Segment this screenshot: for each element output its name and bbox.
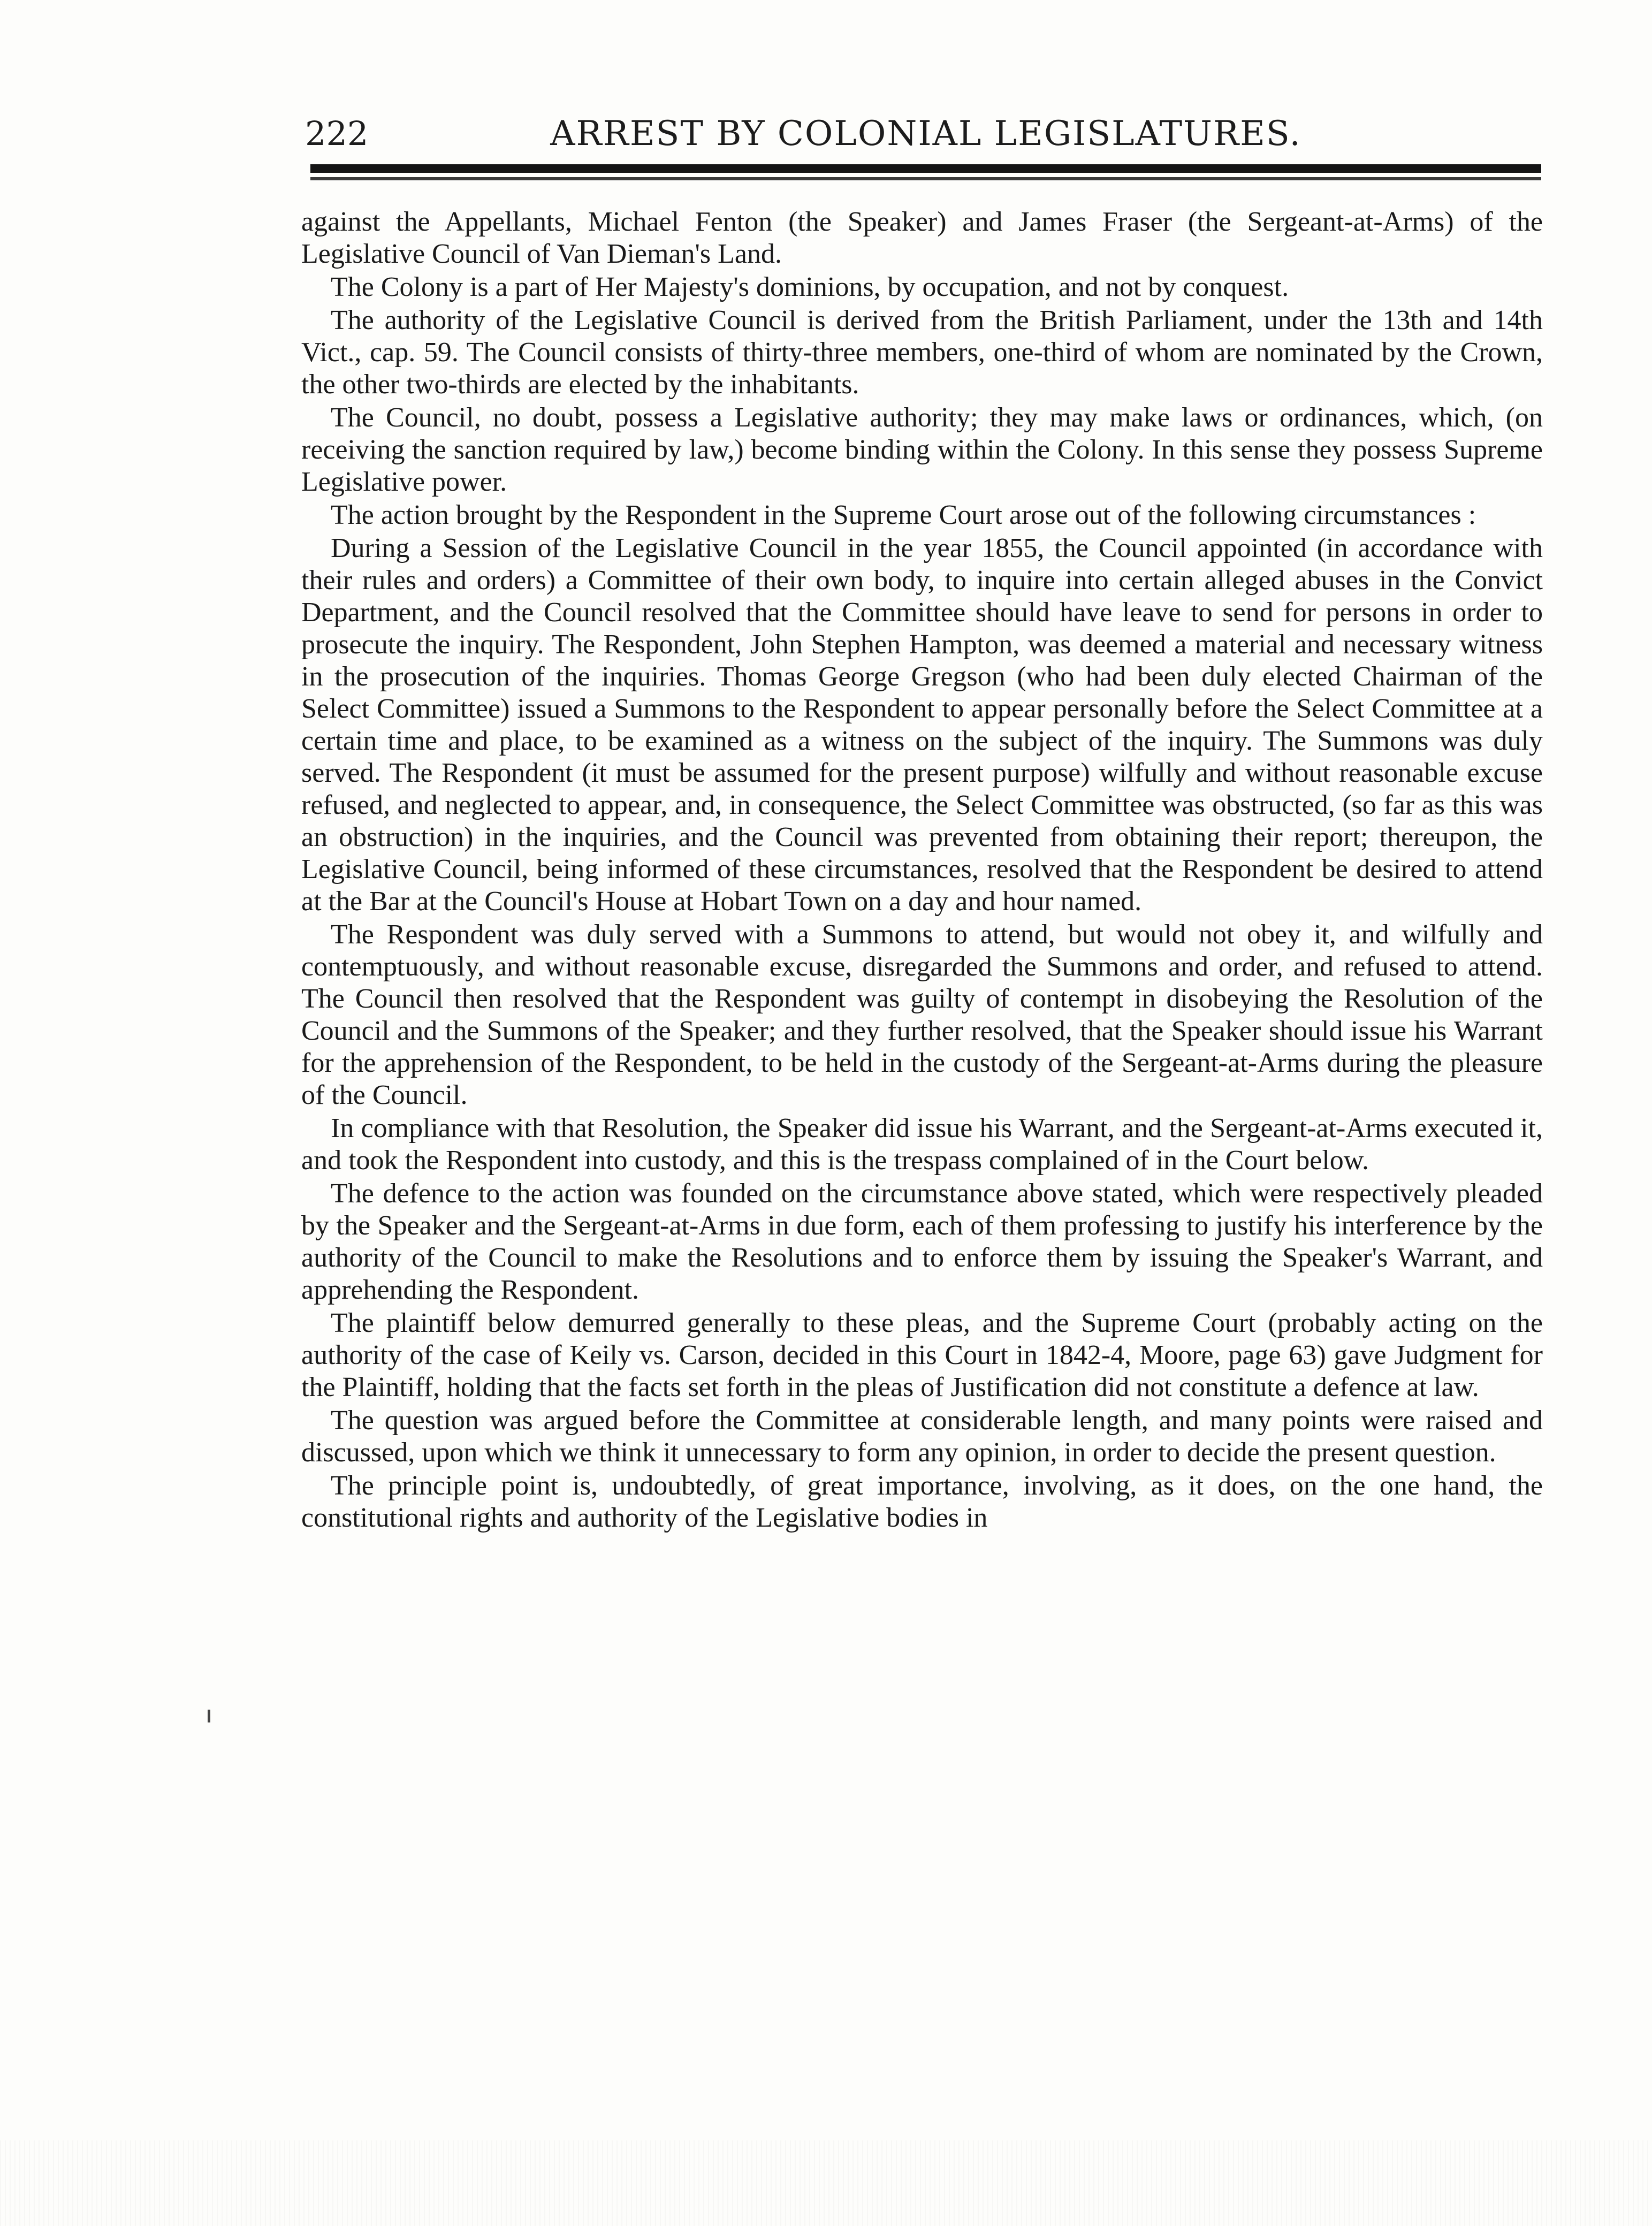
paragraph-12: The principle point is, undoubtedly, of great importance, involving, as it does, on the one hand, the constitutional rights and authority of the Legislative bodies in [301, 1470, 1543, 1533]
header-rule-thin [310, 177, 1541, 180]
paragraph-4: The Council, no doubt, possess a Legislative authority; they may make laws or ordinances, which, (on receiving the sanction required by law,) become binding within the Colony. In this sense they possess Supreme Legislative power. [301, 402, 1543, 497]
paragraph-9: The defence to the action was founded on the circumstance above stated, which were respectively pleaded by the Speaker and the Sergeant-at-Arms in due form, each of them professing to justify his interference by the authority of the Council to make the Resolutions and to enforce them by issuing the Speaker's Warrant, and apprehending the Respondent. [301, 1178, 1543, 1305]
paragraph-7: The Respondent was duly served with a Summons to attend, but would not obey it, and wilfully and contemptuously, and without reasonable excuse, disregarded the Summons and order, and refused to attend. The Council then resolved that the Respondent was guilty of contempt in disobeying the Resolution of the Council and the Summons of the Speaker; and they further resolved, that the Speaker should issue his Warrant for the apprehension of the Respondent, to be held in the custody of the Sergeant-at-Arms during the pleasure of the Council. [301, 919, 1543, 1110]
paragraph-10: The plaintiff below demurred generally to these pleas, and the Supreme Court (probably acting on the authority of the case of Keily vs. Carson, decided in this Court in 1842-4, Moore, page 63) gave Judgment for the Plaintiff, holding that the facts set forth in the pleas of Justification did not constitute a defence at law. [301, 1308, 1543, 1402]
paragraph-6: During a Session of the Legislative Council in the year 1855, the Council appointed (in accordance with their rules and orders) a Committee of their own body, to inquire into certain alleged abuses in the Convict Department, and the Council resolved that the Committee should have leave to send for persons in order to prosecute the inquiry. The Respondent, John Stephen Hampton, was deemed a material and necessary witness in the prosecution of the inquiries. Thomas George Gregson (who had been duly elected Chairman of the Select Committee) issued a Summons to the Respondent to appear personally before the Select Committee at a certain time and place, to be examined as a witness on the subject of the inquiry. The Summons was duly served. The Respondent (it must be assumed for the present purpose) wilfully and without reasonable excuse refused, and neglected to appear, and, in consequence, the Select Committee was obstructed, (so far as this was an obstruction) in the inquiries, and the Council was prevented from obtaining their report; thereupon, the Legislative Council, being informed of these circumstances, resolved that the Respondent be desired to attend at the Bar at the Council's House at Hobart Town on a day and hour named. [301, 533, 1543, 917]
header-rule-thick [310, 164, 1541, 173]
paragraph-5: The action brought by the Respondent in the Supreme Court arose out of the following circumstances : [331, 500, 1476, 530]
paragraph-3: The authority of the Legislative Council is derived from the British Parliament, under the 13th and 14th Vict., cap. 59. The Council consists of thirty-three members, one-third of whom are nominated by the Crown, the other two-thirds are elected by the inhabitants. [301, 305, 1543, 400]
running-head [305, 104, 1547, 163]
page-number: 222 [305, 114, 369, 153]
paragraph-2: The Colony is a part of Her Majesty's dominions, by occupation, and not by conquest. [331, 272, 1289, 302]
paragraph-8: In compliance with that Resolution, the Speaker did issue his Warrant, and the Sergeant-at-Arms executed it, and took the Respondent into custody, and this is the trespass complained of in the Court below. [301, 1113, 1543, 1176]
running-head-title: ARREST BY COLONIAL LEGISLATURES. [550, 114, 1301, 154]
paragraph-11: The question was argued before the Committee at considerable length, and many points were raised and discussed, upon which we think it unnecessary to form any opinion, in order to decide the present question. [301, 1405, 1543, 1468]
margin-ink-mark [208, 1710, 210, 1722]
scan-noise-band [0, 2140, 1652, 2226]
paragraph-1: against the Appellants, Michael Fenton (the Speaker) and James Fraser (the Sergeant-at-Arms) of the Legislative Council of Van Dieman's Land. [301, 207, 1543, 269]
body-text [301, 206, 1543, 1535]
